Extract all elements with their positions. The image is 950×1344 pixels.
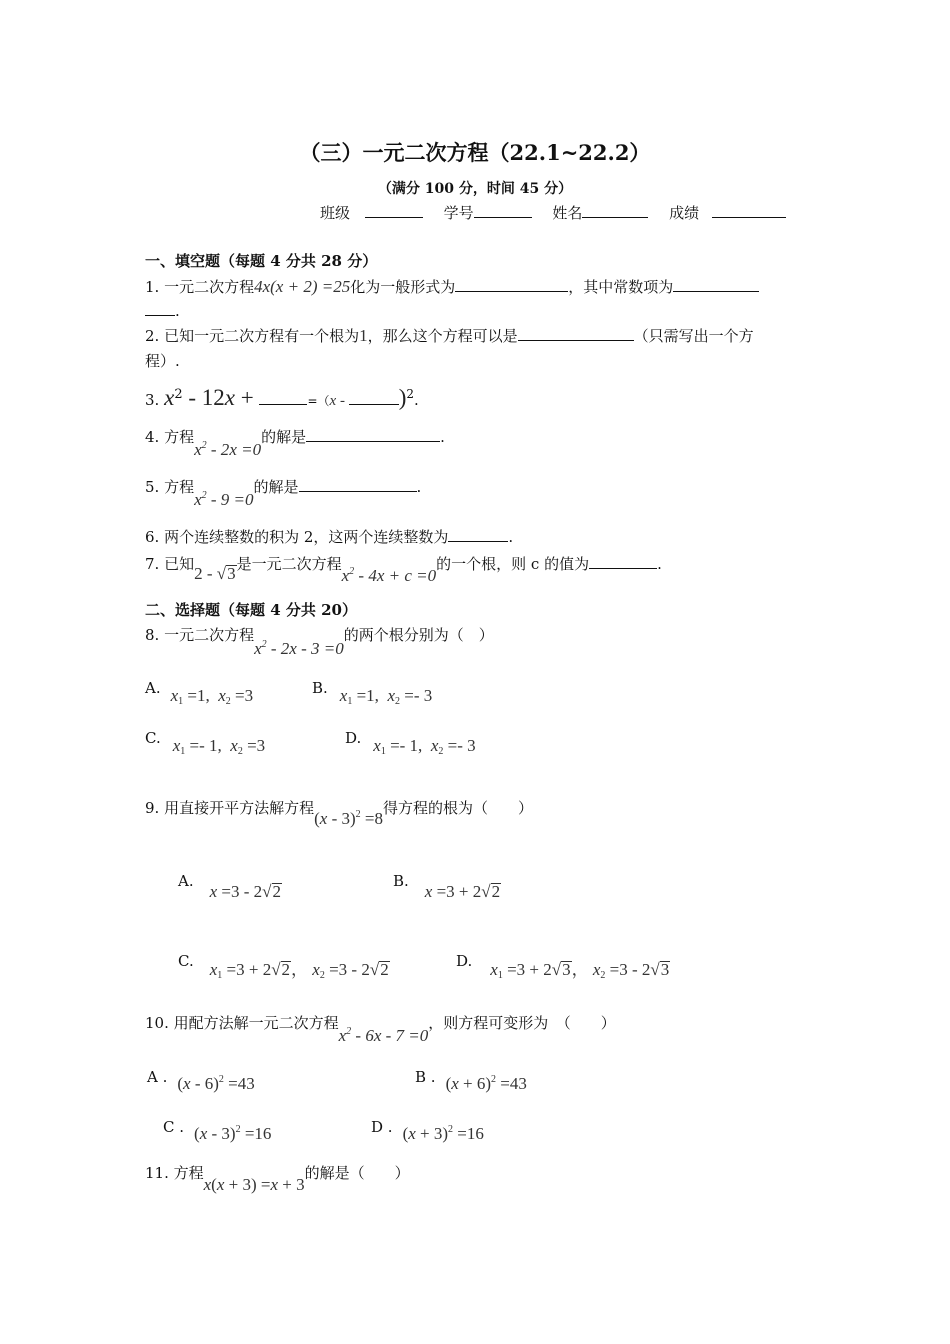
q10-label-d: D .: [371, 1118, 393, 1136]
q9-a-content: x =3 - 2√2: [209, 882, 281, 901]
q9-d-content: $x_1 =3 + 2√3$， $x_2 =3 - 2√3$: [490, 960, 670, 981]
q7-suffix: 的一个根，则 c 的值为: [436, 555, 590, 573]
question-4: [145, 427, 445, 459]
q2-prefix: 2. 已知一元二次方程有一个根为: [145, 327, 360, 345]
q10-option-d[interactable]: [371, 1117, 484, 1143]
q8-label-a: A.: [145, 679, 161, 697]
q10-option-a[interactable]: [147, 1067, 255, 1093]
q10-label-c: C .: [163, 1118, 185, 1136]
q8-suffix: 的两个根分别为（ ）: [343, 626, 494, 644]
student-id-blank[interactable]: [474, 203, 532, 218]
q1-end: .: [175, 302, 180, 320]
q5-suffix: 的解是: [253, 478, 299, 496]
q3-x2: x -: [329, 393, 349, 409]
q9-option-b[interactable]: [393, 871, 501, 901]
class-blank[interactable]: [365, 203, 423, 218]
q10-label-a: A .: [147, 1068, 168, 1086]
question-2-line2: 程）.: [145, 352, 180, 370]
q5-end: .: [416, 478, 422, 496]
section-heading-fill: 一、填空题（每题 4 分共 28 分）: [145, 252, 378, 270]
q9-suffix: 得方程的根为（ ）: [382, 799, 533, 817]
page-title: （三）一元二次方程（22.1~22.2）: [299, 140, 651, 165]
q10-option-c[interactable]: [163, 1117, 272, 1143]
class-label: 班级: [320, 204, 351, 222]
q10-prefix: 10. 用配方法解一元二次方程: [145, 1014, 339, 1032]
q11-equation: x(x + 3) =x + 3: [203, 1175, 305, 1194]
q7-end: .: [657, 555, 662, 573]
question-3: [145, 385, 419, 410]
q8-equation: $x^2 - 2x - 3 =0$: [254, 639, 344, 658]
q3-num: 3.: [145, 391, 160, 409]
question-7: [145, 554, 662, 585]
q8-prefix: 8. 一元二次方程: [145, 626, 255, 644]
q3-sq: 2: [406, 387, 414, 401]
q11-prefix: 11. 方程: [145, 1164, 204, 1182]
q9-label-d: D.: [456, 952, 473, 970]
q8-option-a[interactable]: [145, 678, 254, 707]
q9-label-c: C.: [178, 952, 194, 970]
q2-blank[interactable]: [518, 326, 634, 341]
q10-suffix: ，则方程可变形为 （ ）: [428, 1014, 616, 1032]
q8-label-b: B.: [312, 679, 328, 697]
q9-option-a[interactable]: [178, 871, 282, 901]
page-subtitle: （满分 100 分，时间 45 分）: [377, 181, 573, 197]
q1-tail: ，其中常数项为: [568, 278, 674, 296]
q9-option-d[interactable]: [456, 946, 670, 981]
q4-prefix: 4. 方程: [145, 428, 195, 446]
section-heading-choice: 二、选择题（每题 4 分共 20）: [145, 601, 357, 619]
q7-root: 2 - √3: [194, 564, 236, 583]
score-label: 成绩: [669, 204, 700, 222]
q6-text: 6. 两个连续整数的积为 2，这两个连续整数为: [145, 528, 449, 546]
q8-c-content: $x_1 =- 1$, $x_2 =3$: [172, 736, 266, 757]
q8-option-c[interactable]: [145, 728, 266, 757]
name-blank[interactable]: [582, 203, 648, 218]
q10-option-b[interactable]: [415, 1067, 527, 1093]
q11-suffix: 的解是（ ）: [304, 1164, 410, 1182]
score-blank[interactable]: [712, 203, 786, 218]
q3-blank-2[interactable]: [349, 390, 399, 405]
q9-prefix: 9. 用直接开平方法解方程: [145, 799, 315, 817]
q10-d-content: $(x + 3)^2 =16$: [402, 1124, 484, 1143]
q7-blank[interactable]: [589, 554, 657, 569]
q9-equation: (x - 3)$^2$ =8: [314, 809, 383, 828]
q8-option-d[interactable]: [345, 728, 476, 757]
question-1: [145, 277, 759, 296]
question-8: [145, 626, 494, 658]
q1-blank-constant[interactable]: [673, 277, 759, 292]
question-2: [145, 326, 754, 345]
question-11: [145, 1164, 410, 1194]
q5-blank[interactable]: [299, 477, 417, 492]
student-id-label: 学号: [443, 204, 474, 222]
info-fields: [320, 203, 786, 222]
q4-suffix: 的解是: [261, 428, 307, 446]
q7-prefix: 7. 已知: [145, 555, 195, 573]
q7-mid: 是一元二次方程: [236, 555, 342, 573]
q3-blank-1[interactable]: [259, 390, 307, 405]
q5-prefix: 5. 方程: [145, 478, 195, 496]
q6-blank[interactable]: [448, 527, 508, 542]
q1-prefix: 1. 一元二次方程: [145, 278, 255, 296]
q2-tail: （只需写出一个方: [633, 327, 754, 345]
q9-label-b: B.: [393, 872, 409, 890]
q3-x: x: [164, 385, 175, 410]
q4-end: .: [440, 428, 445, 446]
question-5: [145, 477, 422, 509]
q8-b-content: $x_1 =1$, $x_2 =- 3$: [339, 686, 433, 707]
q9-option-c[interactable]: [178, 946, 390, 981]
q4-equation: $x^2 - 2x =0$: [194, 440, 262, 459]
q1-mid: 化为一般形式为: [350, 278, 456, 296]
q10-a-content: (x - 6)$^2$ =43: [177, 1074, 255, 1093]
q10-c-content: (x - 3)$^2$ =16: [194, 1124, 272, 1143]
q9-c-content: $x_1 =3 + 2√2$， $x_2 =3 - 2√2$: [209, 960, 389, 981]
q3-expr: - 12x +: [182, 385, 260, 410]
question-1-line2: [145, 301, 180, 320]
q6-end: .: [508, 528, 514, 546]
q3-sup: 2: [174, 387, 183, 402]
question-10: [145, 1014, 616, 1045]
question-6: [145, 527, 513, 546]
q7-equation: $x^2 - 4x + c =0$: [341, 566, 437, 585]
q8-a-content: $x_1 =1$, $x_2 =3$: [170, 686, 254, 707]
q8-option-b[interactable]: [312, 678, 433, 707]
name-label: 姓名: [552, 204, 583, 222]
q1-blank-general-form[interactable]: [455, 277, 568, 292]
q9-label-a: A.: [178, 872, 194, 890]
q10-label-b: B .: [415, 1068, 436, 1086]
q9-b-content: x =3 + 2√2: [424, 882, 501, 901]
q3-close: ): [398, 385, 407, 410]
q8-label-c: C.: [145, 729, 161, 747]
q10-b-content: $(x + 6)^2 =43$: [445, 1074, 527, 1093]
q5-equation: $x^2 - 9 =0$: [194, 490, 254, 509]
q8-label-d: D.: [345, 729, 362, 747]
q8-d-content: $x_1 =- 1$, $x_2 =- 3$: [373, 736, 476, 757]
q3-eq: =（: [307, 394, 330, 408]
q10-equation: $x^2 - 6x - 7 =0$: [338, 1026, 429, 1045]
q1-blank-constant-cont[interactable]: [145, 301, 175, 316]
q4-blank[interactable]: [306, 427, 440, 442]
q1-equation: 4x(x + 2) =25: [254, 277, 351, 296]
q3-end: .: [414, 391, 419, 409]
q2-mid: ，那么这个方程可以是: [367, 327, 518, 345]
question-9: [145, 799, 533, 828]
q2-root: 1: [359, 326, 368, 345]
